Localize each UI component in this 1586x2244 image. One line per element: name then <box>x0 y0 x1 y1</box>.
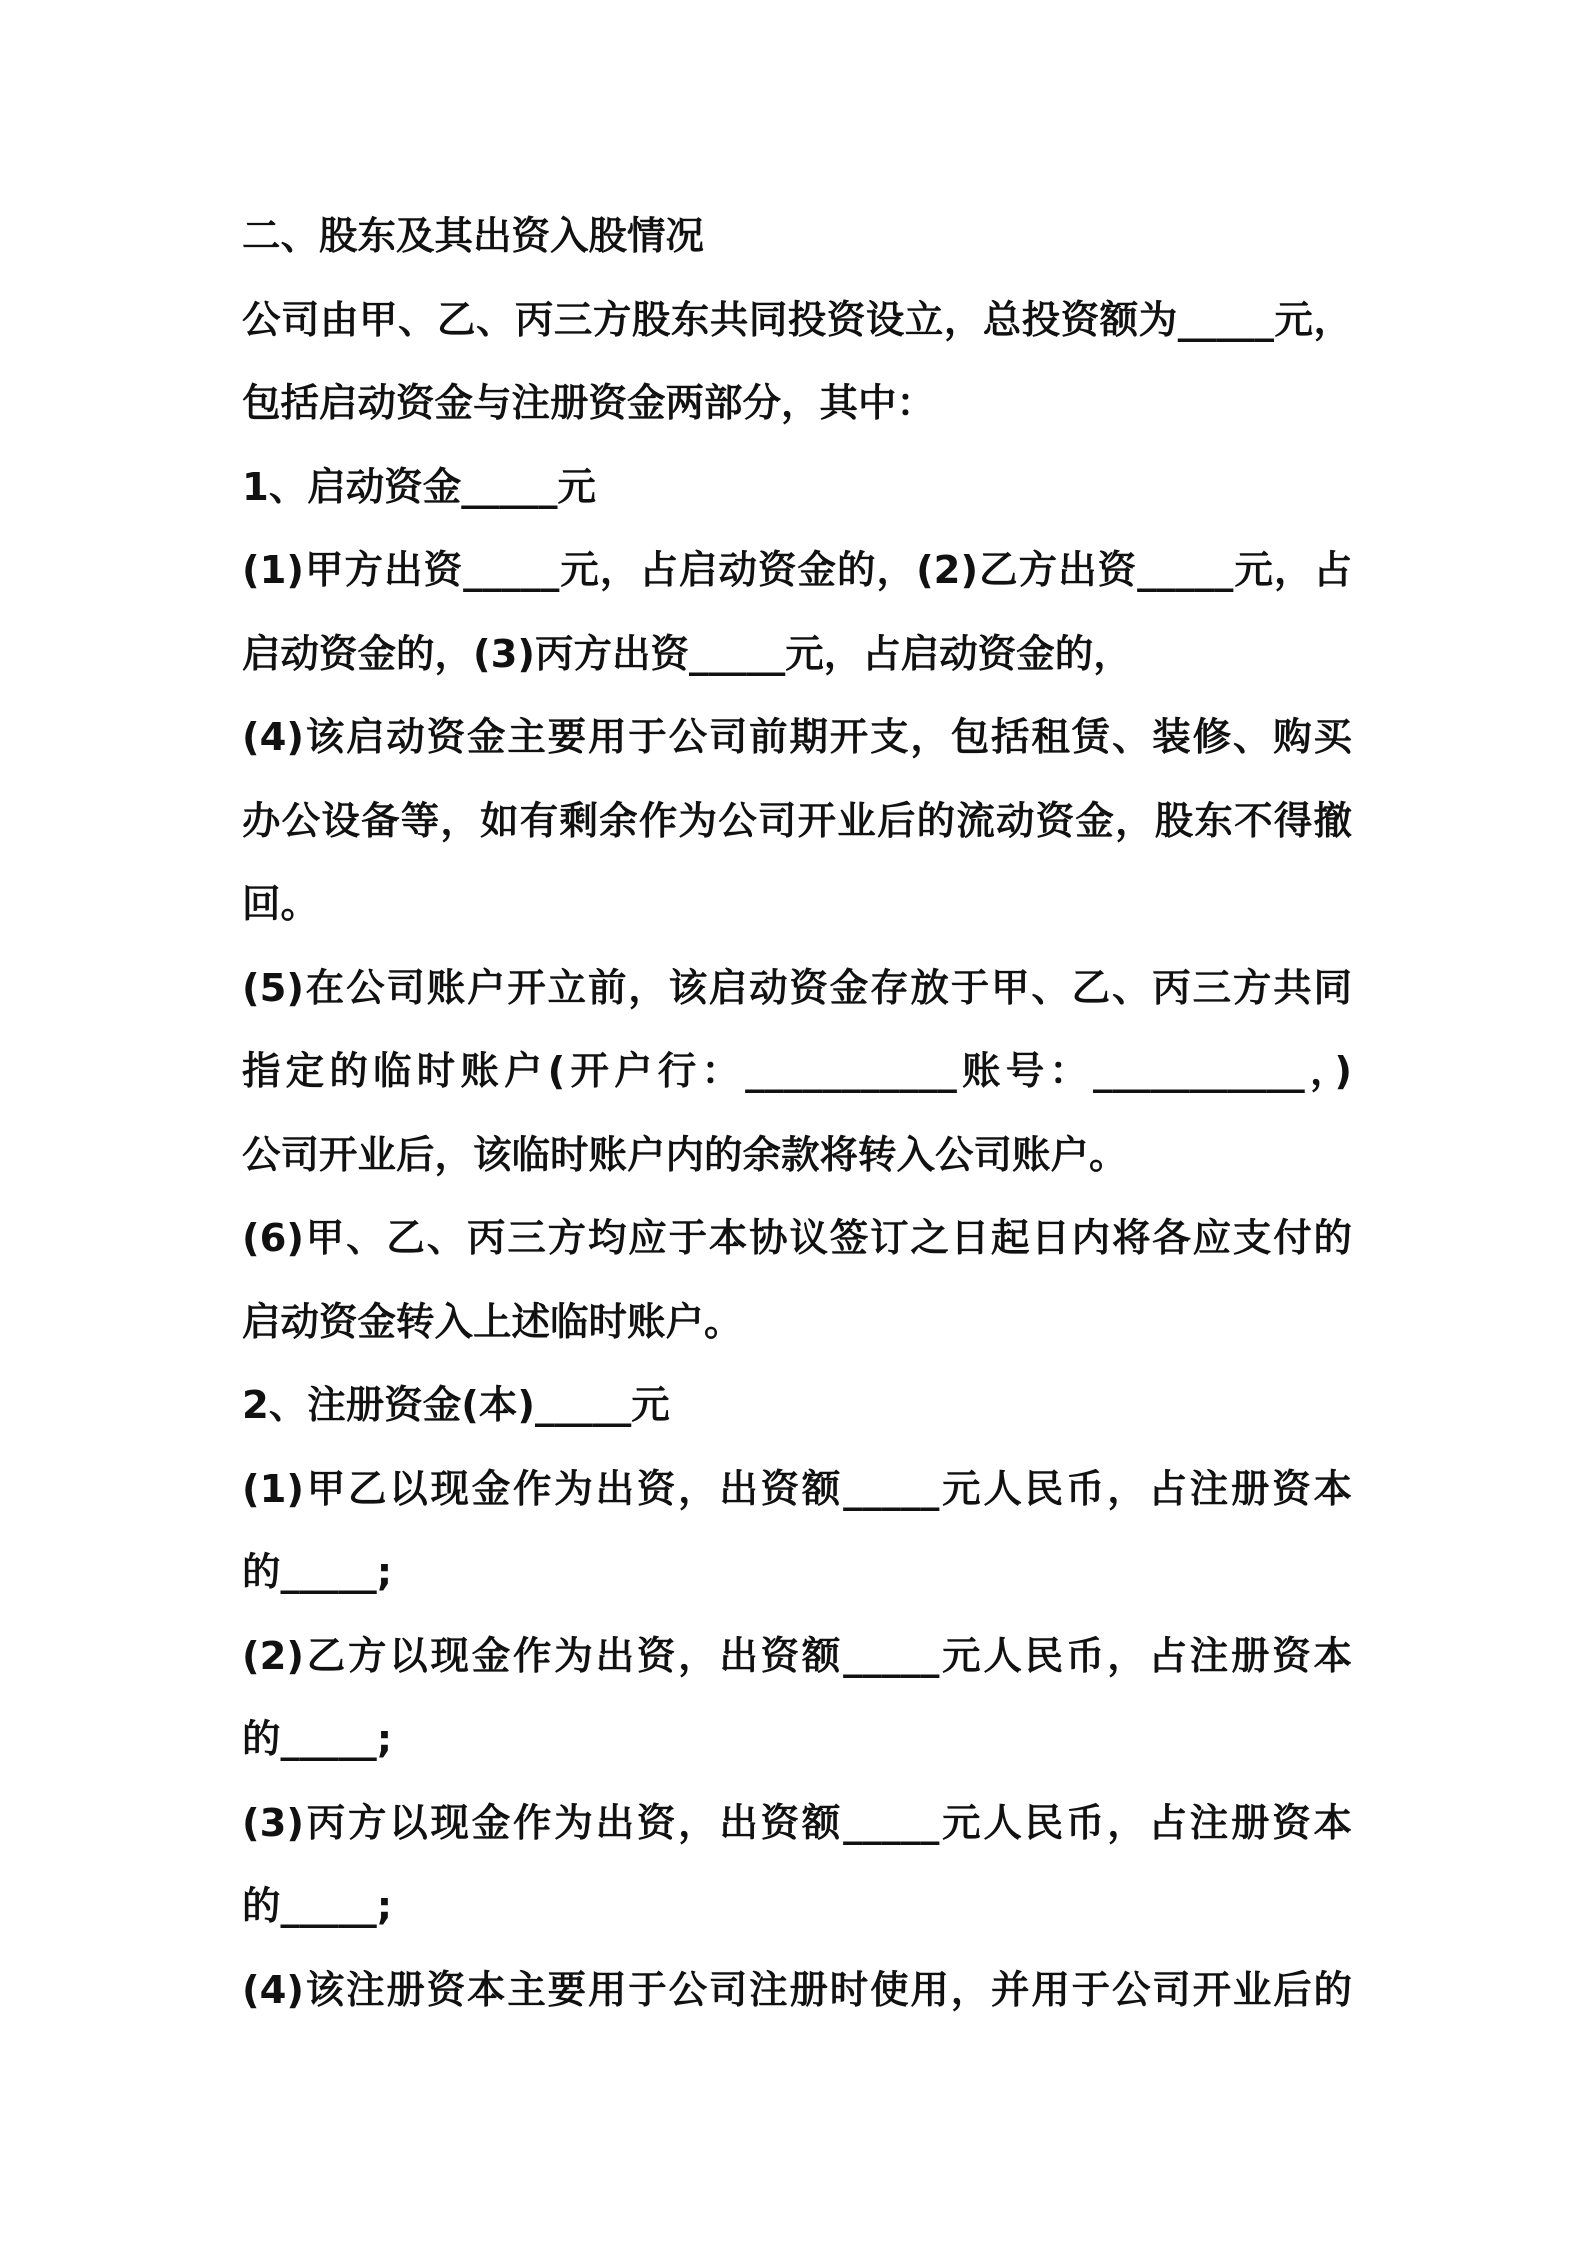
section-heading: 二、股东及其出资入股情况 <box>242 214 705 259</box>
paragraph-line: 的_____; <box>242 1550 393 1595</box>
paragraph-line: 的_____; <box>242 1884 393 1929</box>
paragraph-line: (2)乙方以现金作为出资，出资额_____元人民币，占注册资本 <box>242 1633 1352 1679</box>
paragraph-line: (5)在公司账户开立前，该启动资金存放于甲、乙、丙三方共同 <box>242 965 1352 1011</box>
paragraph-line: (1)甲方出资_____元，占启动资金的，(2)乙方出资_____元，占 <box>242 548 1352 593</box>
paragraph-line: 启动资金转入上述临时账户。 <box>242 1299 743 1345</box>
paragraph-line: (4)该启动资金主要用于公司前期开支，包括租赁、装修、购买 <box>242 715 1352 760</box>
paragraph-line: (1)甲乙以现金作为出资，出资额_____元人民币，占注册资本 <box>242 1466 1352 1512</box>
paragraph-line: 办公设备等，如有剩余作为公司开业后的流动资金，股东不得撤 <box>242 798 1352 844</box>
paragraph-line: 回。 <box>242 882 320 927</box>
document-body <box>242 195 1352 2032</box>
paragraph-line: 包括启动资金与注册资金两部分，其中： <box>242 381 936 426</box>
paragraph-line: 指定的临时账户(开户行：___________账号：___________，) <box>242 1049 1352 1094</box>
paragraph-line: (3)丙方以现金作为出资，出资额_____元人民币，占注册资本 <box>242 1800 1352 1846</box>
paragraph-line: 公司开业后，该临时账户内的余款将转入公司账户。 <box>242 1132 1128 1178</box>
paragraph-line: 公司由甲、乙、丙三方股东共同投资设立，总投资额为_____元， <box>242 297 1352 343</box>
paragraph-line: (6)甲、乙、丙三方均应于本协议签订之日起日内将各应支付的 <box>242 1216 1352 1261</box>
paragraph-line: (4)该注册资本主要用于公司注册时使用，并用于公司开业后的 <box>242 1967 1352 2013</box>
paragraph-line: 的_____; <box>242 1717 393 1762</box>
subsection-heading: 2、注册资金(本)_____元 <box>242 1383 670 1428</box>
subsection-heading: 1、启动资金_____元 <box>242 464 597 510</box>
paragraph-line: 启动资金的，(3)丙方出资_____元，占启动资金的， <box>242 631 1132 677</box>
